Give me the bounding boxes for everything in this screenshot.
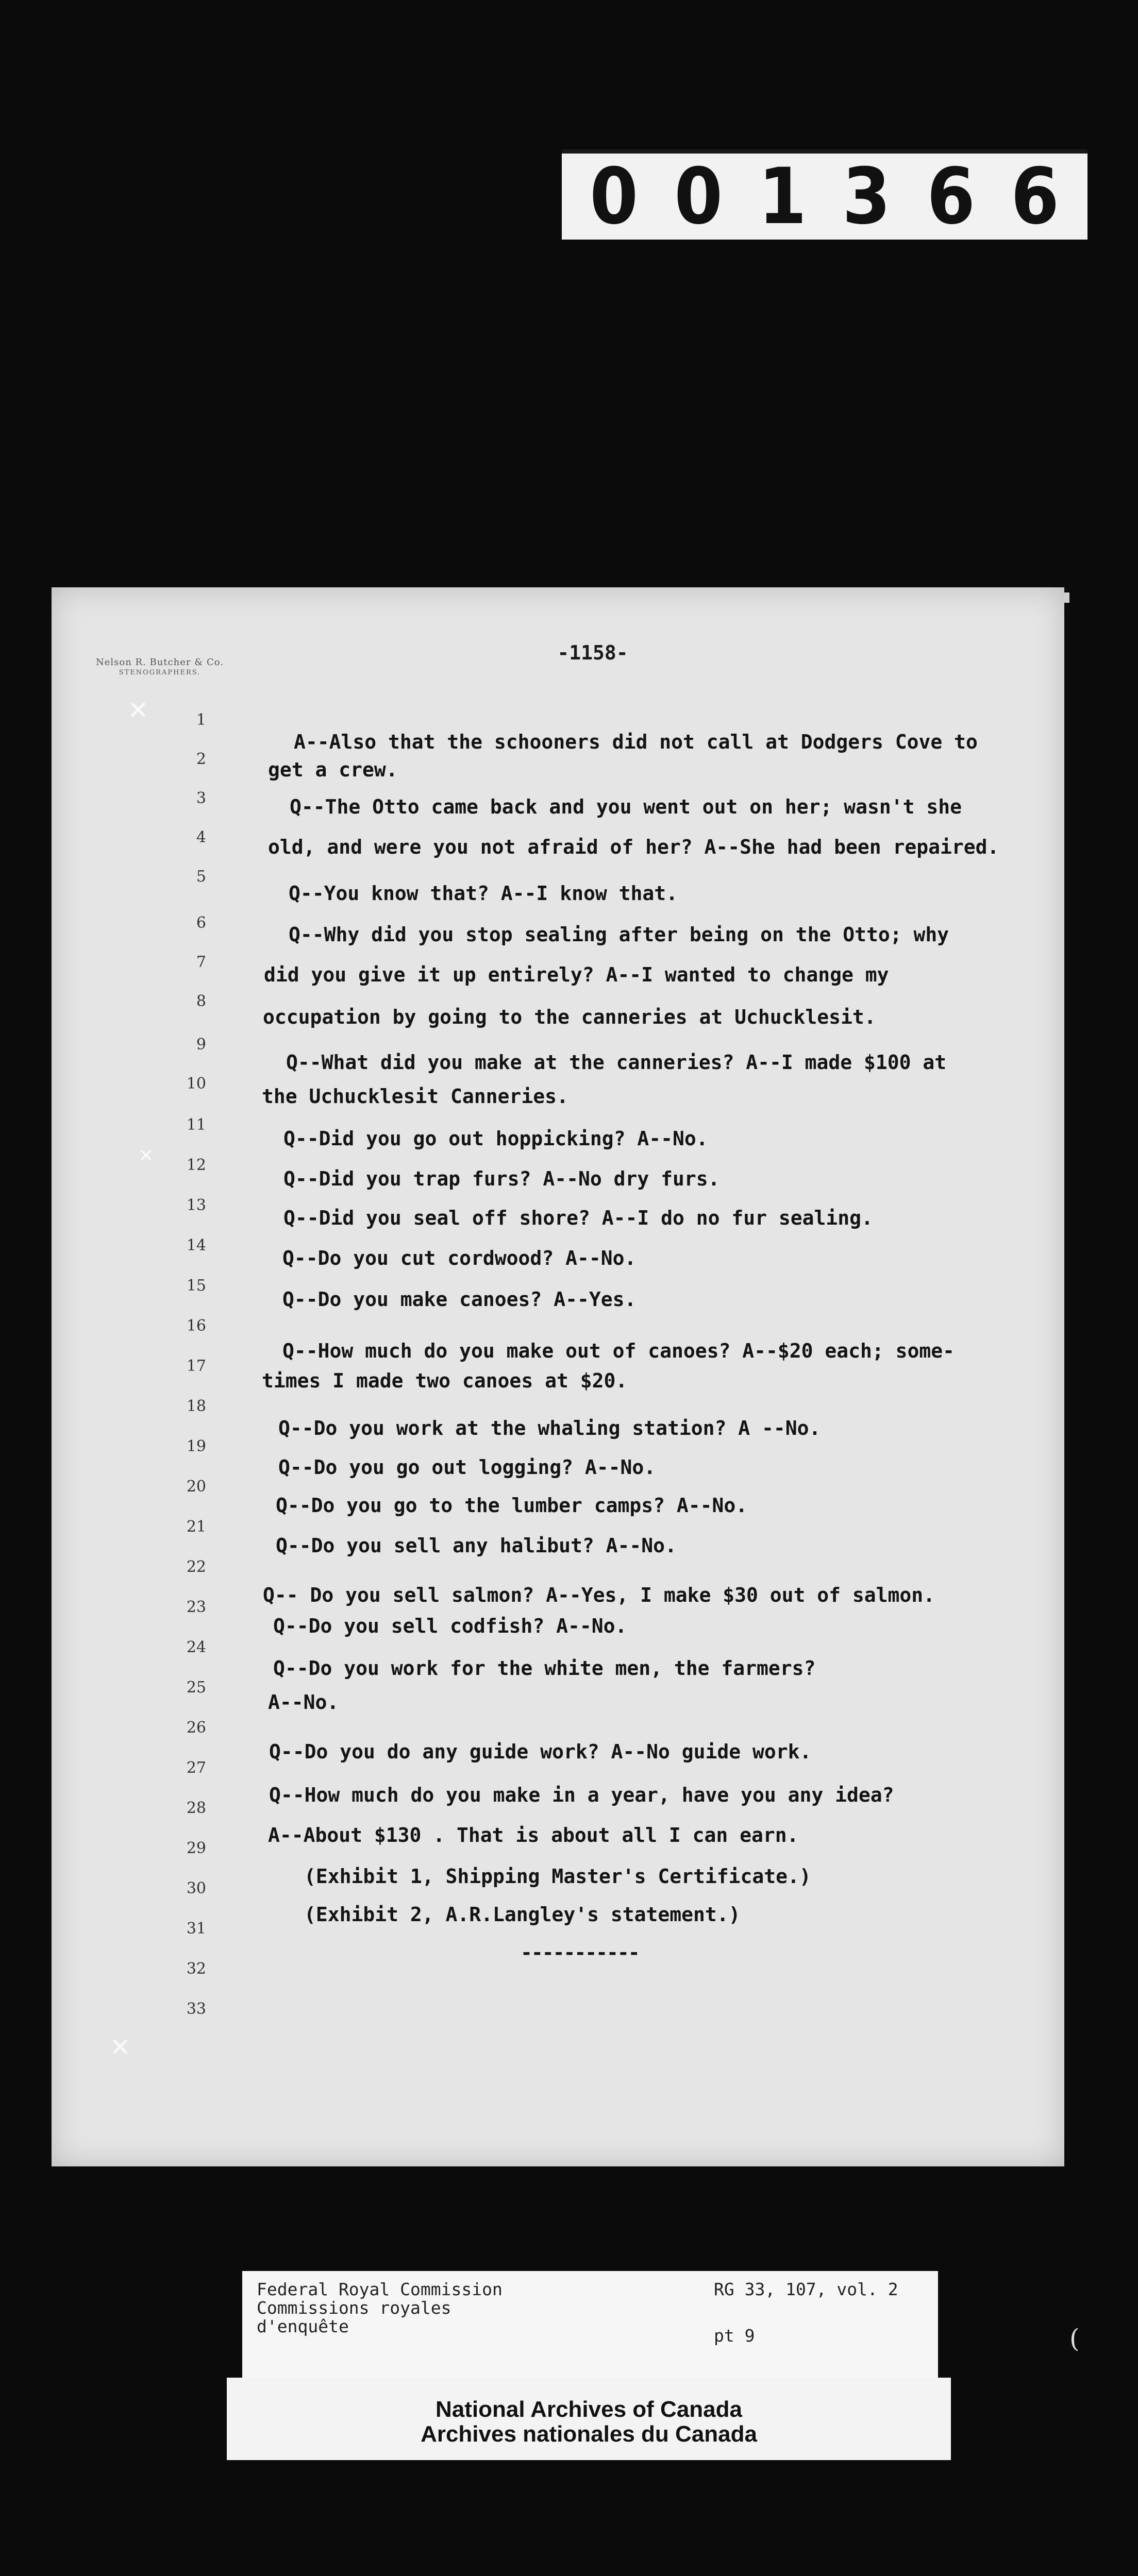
paper-speck: ✕ [129, 690, 148, 726]
line-number: 24 [186, 1638, 206, 1656]
line-number: 10 [186, 1075, 206, 1093]
transcript-line: A--About $130 . That is about all I can earn. [268, 1824, 799, 1846]
transcript-line: Q--Did you go out hoppicking? A--No. [283, 1127, 708, 1150]
line-number: 7 [196, 953, 206, 971]
part-number: pt 9 [714, 2326, 755, 2346]
line-number: 3 [196, 789, 206, 807]
line-number: 1 [196, 711, 206, 729]
transcript-line: the Uchucklesit Canneries. [262, 1085, 568, 1108]
transcript-line: Q--What did you make at the canneries? A--I made $100 at [286, 1051, 947, 1074]
letterhead [72, 657, 247, 676]
transcript-line: Q--The Otto came back and you went out on her; wasn't she [290, 795, 962, 818]
line-number: 28 [186, 1799, 206, 1817]
page-number: -1158- [557, 641, 628, 664]
commission-label-line: Federal Royal Commission [257, 2279, 503, 2299]
letterhead-role: STENOGRAPHERS. [119, 669, 201, 676]
transcript-line: Q--Do you go to the lumber camps? A--No. [276, 1494, 748, 1517]
line-number: 27 [186, 1759, 206, 1777]
transcript-line: Q--Do you make canoes? A--Yes. [282, 1288, 637, 1311]
transcript-line: Q--How much do you make in a year, have you any idea? [269, 1784, 894, 1806]
frame-digit: 6 [1011, 151, 1060, 242]
transcript-line: Q--Why did you stop sealing after being on the Otto; why [289, 923, 949, 946]
line-number: 5 [196, 868, 206, 886]
line-number: 16 [186, 1317, 206, 1335]
paper-speck: ✕ [111, 2027, 130, 2063]
line-number: 21 [186, 1518, 206, 1536]
line-number: 4 [196, 828, 206, 846]
commission-label-line: Commissions royales [257, 2298, 451, 2318]
line-number: 8 [196, 992, 206, 1010]
frame-digit: 6 [927, 151, 975, 242]
line-number: 22 [186, 1558, 206, 1576]
transcript-line: Q--Did you seal off shore? A--I do no fur sealing. [283, 1207, 873, 1229]
transcript-line: Q--Do you sell any halibut? A--No. [276, 1534, 677, 1557]
end-divider: ----------- [521, 1941, 639, 1964]
transcript-line: Q--Do you work for the white men, the farmers? [273, 1657, 816, 1680]
transcript-line: Q--Do you cut cordwood? A--No. [282, 1247, 637, 1269]
archive-reference-label [242, 2271, 938, 2379]
frame-number-plate [562, 149, 1087, 240]
line-number: 23 [186, 1598, 206, 1616]
transcript-line: (Exhibit 1, Shipping Master's Certificate.) [304, 1865, 811, 1888]
line-number: 6 [196, 914, 206, 932]
line-number: 13 [186, 1196, 206, 1214]
line-number: 33 [186, 2000, 206, 2018]
transcript-line: old, and were you not afraid of her? A--She had been repaired. [268, 836, 999, 858]
line-number: 30 [186, 1879, 206, 1897]
archive-stamp-english: National Archives of Canada [436, 2397, 742, 2422]
transcript-line: A--No. [268, 1691, 339, 1714]
transcript-line: occupation by going to the canneries at Uchucklesit. [263, 1006, 876, 1028]
frame-digit: 1 [758, 151, 807, 242]
transcript-line: did you give it up entirely? A--I wanted to change my [264, 963, 889, 986]
frame-digit: 0 [590, 151, 639, 242]
line-number: 31 [186, 1920, 206, 1938]
frame-digit: 3 [842, 151, 891, 242]
transcript-line: Q--Do you do any guide work? A--No guide work. [269, 1740, 812, 1763]
transcript-line: get a crew. [268, 758, 398, 781]
line-number: 17 [186, 1357, 206, 1375]
archive-stamp [227, 2378, 951, 2460]
transcript-line: Q--How much do you make out of canoes? A--$20 each; some- [282, 1340, 955, 1362]
transcript-line: times I made two canoes at $20. [262, 1369, 628, 1392]
line-number: 18 [186, 1397, 206, 1415]
line-number: 12 [186, 1156, 206, 1174]
transcript-line: (Exhibit 2, A.R.Langley's statement.) [304, 1903, 741, 1926]
transcript-line: Q-- Do you sell salmon? A--Yes, I make $30 out of salmon. [263, 1584, 935, 1606]
line-number: 19 [186, 1437, 206, 1455]
transcript-line: Q--You know that? A--I know that. [289, 882, 678, 905]
line-number: 9 [196, 1036, 206, 1054]
line-number: 25 [186, 1679, 206, 1697]
transcript-line: Q--Do you work at the whaling station? A --No. [278, 1417, 821, 1439]
letterhead-firm: Nelson R. Butcher & Co. [95, 657, 224, 668]
transcript-line: Q--Do you go out logging? A--No. [278, 1456, 656, 1479]
line-number: 15 [186, 1277, 206, 1295]
transcript-line: Q--Did you trap furs? A--No dry furs. [283, 1167, 720, 1190]
record-group-reference: RG 33, 107, vol. 2 [714, 2279, 898, 2299]
line-number: 20 [186, 1478, 206, 1496]
line-number: 11 [186, 1116, 206, 1134]
transcript-line: A--Also that the schooners did not call at Dodgers Cove to [294, 731, 978, 753]
line-number: 2 [196, 750, 206, 768]
line-number: 29 [186, 1839, 206, 1857]
transcript-line: Q--Do you sell codfish? A--No. [273, 1615, 627, 1637]
line-number: 32 [186, 1960, 206, 1978]
archive-stamp-french: Archives nationales du Canada [421, 2421, 757, 2447]
line-number: 14 [186, 1236, 206, 1255]
frame-digit: 0 [674, 151, 723, 242]
paper-speck: ✕ [139, 1141, 153, 1167]
commission-label-line: d'enquête [257, 2316, 349, 2336]
line-number: 26 [186, 1719, 206, 1737]
film-edge-mark: ( [1069, 2324, 1080, 2353]
